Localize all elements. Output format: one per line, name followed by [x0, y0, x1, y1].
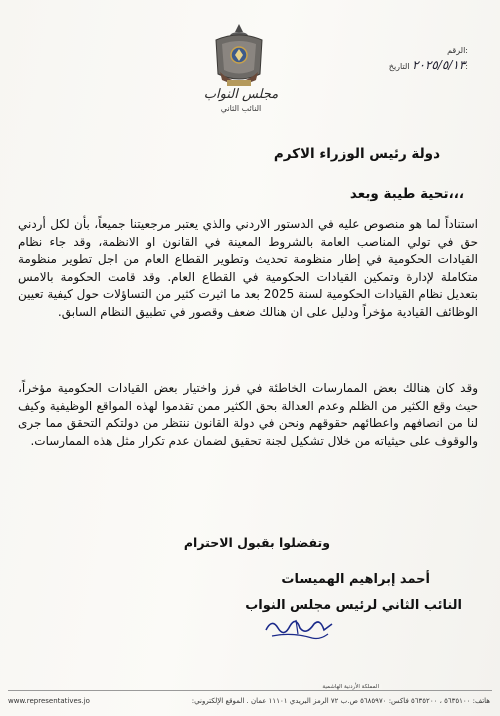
footer-divider: [8, 690, 492, 691]
footer-website-link[interactable]: www.representatives.jo: [8, 697, 90, 705]
office-title: النائب الثاني: [220, 104, 262, 113]
greeting: تحية طيبة وبعد،،،: [349, 186, 464, 202]
jordan-coat-of-arms-icon: [210, 22, 268, 90]
signatory-name: أحمد إبراهيم الهميسات: [281, 572, 430, 587]
ref-label: الرقم:: [447, 46, 468, 55]
footer-institution: المملكة الأردنية الهاشمية: [319, 684, 382, 690]
date-value: ٢٠٢٥/٥/١٣: [412, 58, 466, 72]
paragraph-2: وقد كان هنالك بعض الممارسات الخاطئة في فرز واختيار بعض القيادات الحكومية مؤخراً، حيث وقع الكثير من الظلم وعدم العدالة بحق الكثير ممن تقدموا لهذه المواقع الوظيفية وكيف لنا من انصافهم واعطائهم حقوقهم ونحن في دولة القانون ننتظر من دولتكم التحقق مما جرى والوقوف على حيثياته من خلال تشكيل لجنة تحقيق لضمان عدم تكرار مثل هذه الممارسات.: [18, 381, 478, 448]
footer-contact: هاتف: ٥٦٣٥١٠٠ ، ٥٦٣٥٢٠٠ فاكس: ٥٦٨٥٩٧٠ ص.ب ٧٢ الرمز البريدي ١١١٠١ عمان . الموقع الإلكتروني:: [191, 697, 490, 705]
closing: وتفضلوا بقبول الاحترام: [183, 535, 330, 550]
recipient: دولة رئيس الوزراء الاكرم: [273, 146, 440, 162]
date-row: [389, 58, 468, 74]
reference-block: [389, 44, 468, 74]
signatory-title: النائب الثاني لرئيس مجلس النواب: [245, 598, 462, 613]
date-label: التاريخ:: [388, 62, 468, 71]
paragraph-1: استناداً لما هو منصوص عليه في الدستور الاردني والذي يعتبر مرجعيتنا جميعاً، بأن لكل أردني حق في تولي المناصب العامة بالشروط المعينة في القانون او الانظمة، وقد جاء نظام القيادات الحكومية في إطار منظومة تحديث وتطوير القطاع العام من اجل تطوير منظومة متكاملة لإدارة وتمكين القيادات الحكومية في القطاع العام. وقد قامت الحكومة بالامس بتعديل نظام القيادات الحكومية لسنة 2025 بعد ما اثيرت كثير من التساؤلات حول كيفية تعيين الوظائف القيادية مؤخراً ودليل على ان هنالك ضعف وقصور في تطبيق النظام السابق.: [18, 217, 479, 319]
handwritten-signature: [262, 612, 336, 642]
institution-name: مجلس النواب: [203, 87, 279, 102]
